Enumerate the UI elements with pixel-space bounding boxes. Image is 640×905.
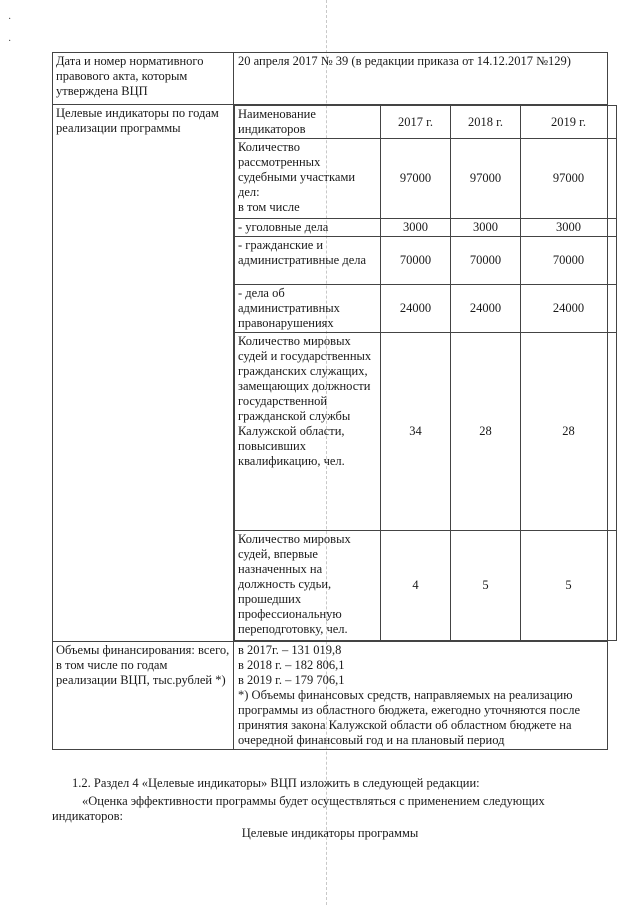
indicator-value: 5 <box>451 531 521 641</box>
financing-2019: в 2019 г. – 179 706,1 <box>238 673 345 687</box>
indicator-name: - гражданские и административные дела <box>235 237 381 285</box>
section-amendment-text: 1.2. Раздел 4 «Целевые индикаторы» ВЦП изложить в следующей редакции: <box>72 776 480 790</box>
approval-label: Дата и номер нормативного правового акта, которым утверждена ВЦП <box>53 53 234 105</box>
header-year-2018: 2018 г. <box>451 106 521 139</box>
indicator-value: 3000 <box>521 219 617 237</box>
indicator-name: Количество мировых судей и государственных гражданских служащих, замещающих должности государственной гражданской службы Калужской области, повысивших квалификацию, чел. <box>235 333 381 531</box>
header-year-2017: 2017 г. <box>381 106 451 139</box>
indicator-value: 5 <box>521 531 617 641</box>
indicator-value: 70000 <box>521 237 617 285</box>
header-indicator-name: Наименование индикаторов <box>235 106 381 139</box>
indicator-name: Количество рассмотренных судебными участками дел: в том числе <box>235 139 381 219</box>
approval-value: 20 апреля 2017 № 39 (в редакции приказа от 14.12.2017 №129) <box>234 53 608 105</box>
financing-note: *) Объемы финансовых средств, направляемых на реализацию программы из областного бюджета, ежегодно уточняются после принятия закона Калужской области об областном бюджете на очередной финансовый год и на плановый период <box>238 688 580 747</box>
indicator-name: - уголовные дела <box>235 219 381 237</box>
indicator-value: 97000 <box>521 139 617 219</box>
indicator-value: 4 <box>381 531 451 641</box>
indicators-label: Целевые индикаторы по годам реализации программы <box>53 105 234 642</box>
indicator-value: 24000 <box>381 285 451 333</box>
subheading: Целевые индикаторы программы <box>241 826 419 840</box>
corner-mark: · <box>8 36 12 47</box>
indicator-name: Количество мировых судей, впервые назначенных на должность судьи, прошедших профессиональную переподготовку, чел. <box>235 531 381 641</box>
indicators-table <box>234 105 617 641</box>
corner-mark: · <box>8 14 12 25</box>
program-passport-table <box>52 52 608 750</box>
indicator-value: 28 <box>451 333 521 531</box>
quote-text: «Оценка эффективности программы будет осуществляться с применением следующих индикаторов: <box>52 794 545 823</box>
indicator-value: 28 <box>521 333 617 531</box>
indicator-name: - дела об административных правонарушениях <box>235 285 381 333</box>
financing-2017: в 2017г. – 131 019,8 <box>238 643 342 657</box>
header-year-2019: 2019 г. <box>521 106 617 139</box>
indicator-value: 97000 <box>381 139 451 219</box>
financing-2018: в 2018 г. – 182 806,1 <box>238 658 345 672</box>
indicator-value: 3000 <box>451 219 521 237</box>
indicator-value: 70000 <box>381 237 451 285</box>
indicator-value: 34 <box>381 333 451 531</box>
indicator-value: 3000 <box>381 219 451 237</box>
indicator-value: 70000 <box>451 237 521 285</box>
indicator-value: 24000 <box>521 285 617 333</box>
financing-cell <box>234 642 608 750</box>
indicator-value: 97000 <box>451 139 521 219</box>
indicator-value: 24000 <box>451 285 521 333</box>
financing-label: Объемы финансирования: всего, в том числе по годам реализации ВЦП, тыс.рублей *) <box>53 642 234 750</box>
